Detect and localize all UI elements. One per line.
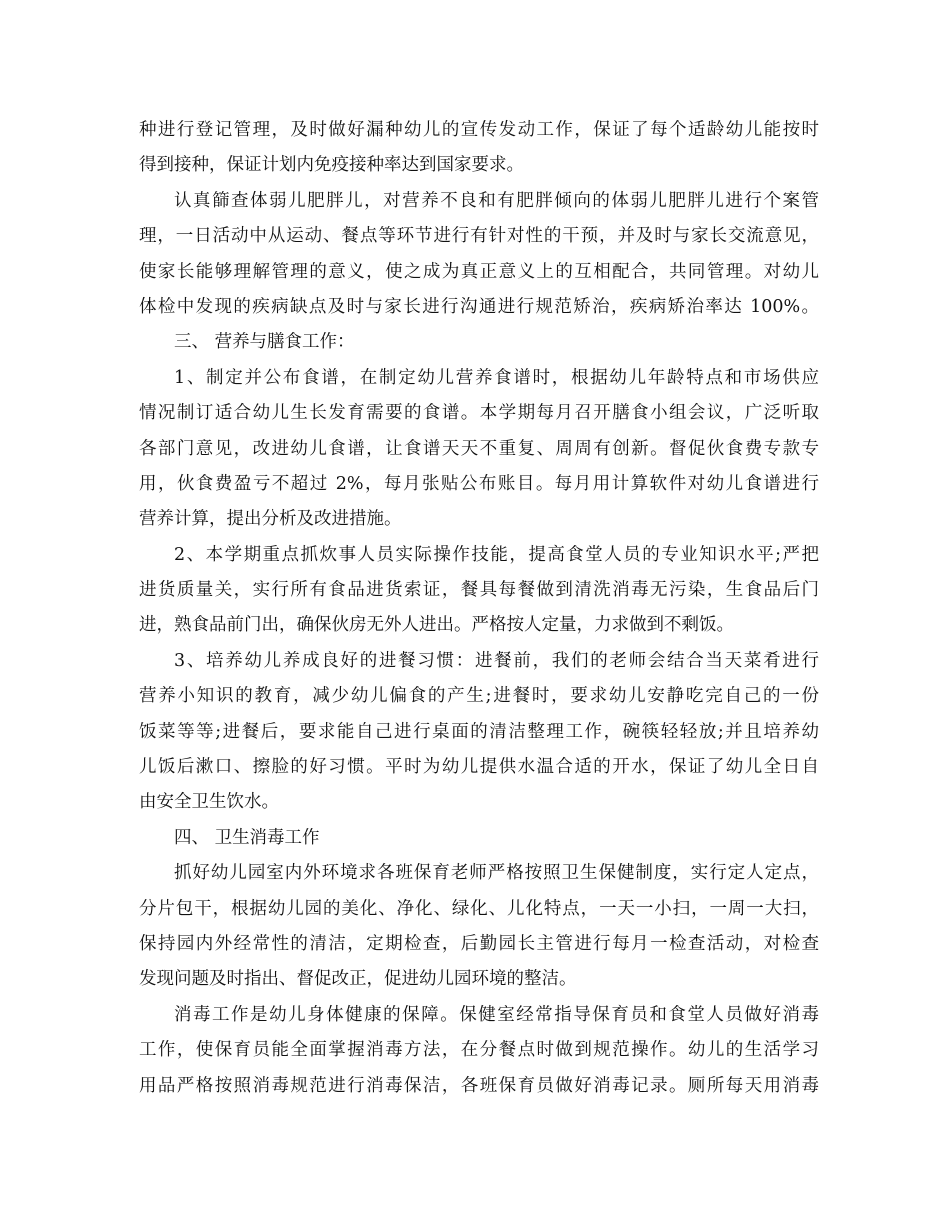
text-line: 体检中发现的疾病缺点及时与家长进行沟通进行规范矫治，疾病矫治率达 100%。 [139, 296, 819, 317]
text-line: 营养小知识的教育，减少幼儿偏食的产生;进餐时，要求幼儿安静吃完自己的一份 [139, 686, 819, 707]
text-line: 理，一日活动中从运动、餐点等环节进行有针对性的干预，并及时与家长交流意见， [139, 226, 819, 247]
text-line: 情况制订适合幼儿生长发育需要的食谱。本学期每月召开膳食小组会议，广泛听取 [139, 403, 819, 424]
text-line: 进，熟食品前门出，确保伙房无外人进出。严格按人定量，力求做到不剩饭。 [139, 615, 734, 636]
document-body [139, 113, 819, 1104]
text-line: 营养计算，提出分析及改进措施。 [139, 509, 402, 530]
text-line: 各部门意见，改进幼儿食谱，让食谱天天不重复、周周有创新。督促伙食费专款专 [139, 438, 819, 459]
text-line: 消毒工作是幼儿身体健康的保障。保健室经常指导保育员和食堂人员做好消毒 [174, 1004, 819, 1025]
text-line: 认真篩查体弱儿肥胖儿，对营养不良和有肥胖倾向的体弱儿肥胖儿进行个案管 [174, 190, 819, 211]
text-line: 由安全卫生饮水。 [139, 792, 279, 813]
text-line: 保持园内外经常性的清洁，定期检查，后勤园长主管进行每月一检查活动，对检查 [139, 933, 819, 954]
text-line: 儿饭后漱口、擦脸的好习惯。平时为幼儿提供水温合适的开水，保证了幼儿全日自 [139, 757, 819, 778]
text-line: 分片包干，根据幼儿园的美化、净化、绿化、儿化特点，一天一小扫，一周一大扫， [139, 898, 819, 919]
text-line: 饭菜等等;进餐后，要求能自己进行桌面的清洁整理工作，碗筷轻轻放;并且培养幼 [139, 721, 819, 742]
text-line: 四、 卫生消毒工作 [174, 827, 320, 848]
text-line: 用，伙食费盈亏不超过 2%，每月张贴公布账目。每月用计算软件对幼儿食谱进行 [139, 473, 819, 494]
text-line: 2、本学期重点抓炊事人员实际操作技能，提高食堂人员的专业知识水平;严把 [174, 544, 819, 565]
text-line: 抓好幼儿园室内外环境求各班保育老师严格按照卫生保健制度，实行定人定点， [174, 863, 819, 884]
text-line: 得到接种，保证计划内免疫接种率达到国家要求。 [139, 155, 524, 176]
text-line: 用品严格按照消毒规范进行消毒保洁，各班保育员做好消毒记录。厕所每天用消毒 [139, 1075, 819, 1096]
text-line: 1、制定并公布食谱，在制定幼儿营养食谱时，根据幼儿年龄特点和市场供应 [174, 367, 819, 388]
text-line: 进货质量关，实行所有食品进货索证，餐具每餐做到清洗消毒无污染，生食品后门 [139, 580, 819, 601]
text-line: 3、培养幼儿养成良好的进餐习惯：进餐前，我们的老师会结合当天菜肴进行 [174, 650, 819, 671]
text-line: 发现问题及时指出、督促改正，促进幼儿园环境的整洁。 [139, 969, 577, 990]
text-line: 三、 营养与膳食工作： [174, 332, 355, 353]
text-line: 种进行登记管理，及时做好漏种幼儿的宣传发动工作，保证了每个适龄幼儿能按时 [139, 120, 819, 140]
text-line: 使家长能够理解管理的意义，使之成为真正意义上的互相配合，共同管理。对幼儿 [139, 261, 819, 282]
text-line: 工作，使保育员能全面掌握消毒方法，在分餐点时做到规范操作。幼儿的生活学习 [139, 1040, 819, 1061]
